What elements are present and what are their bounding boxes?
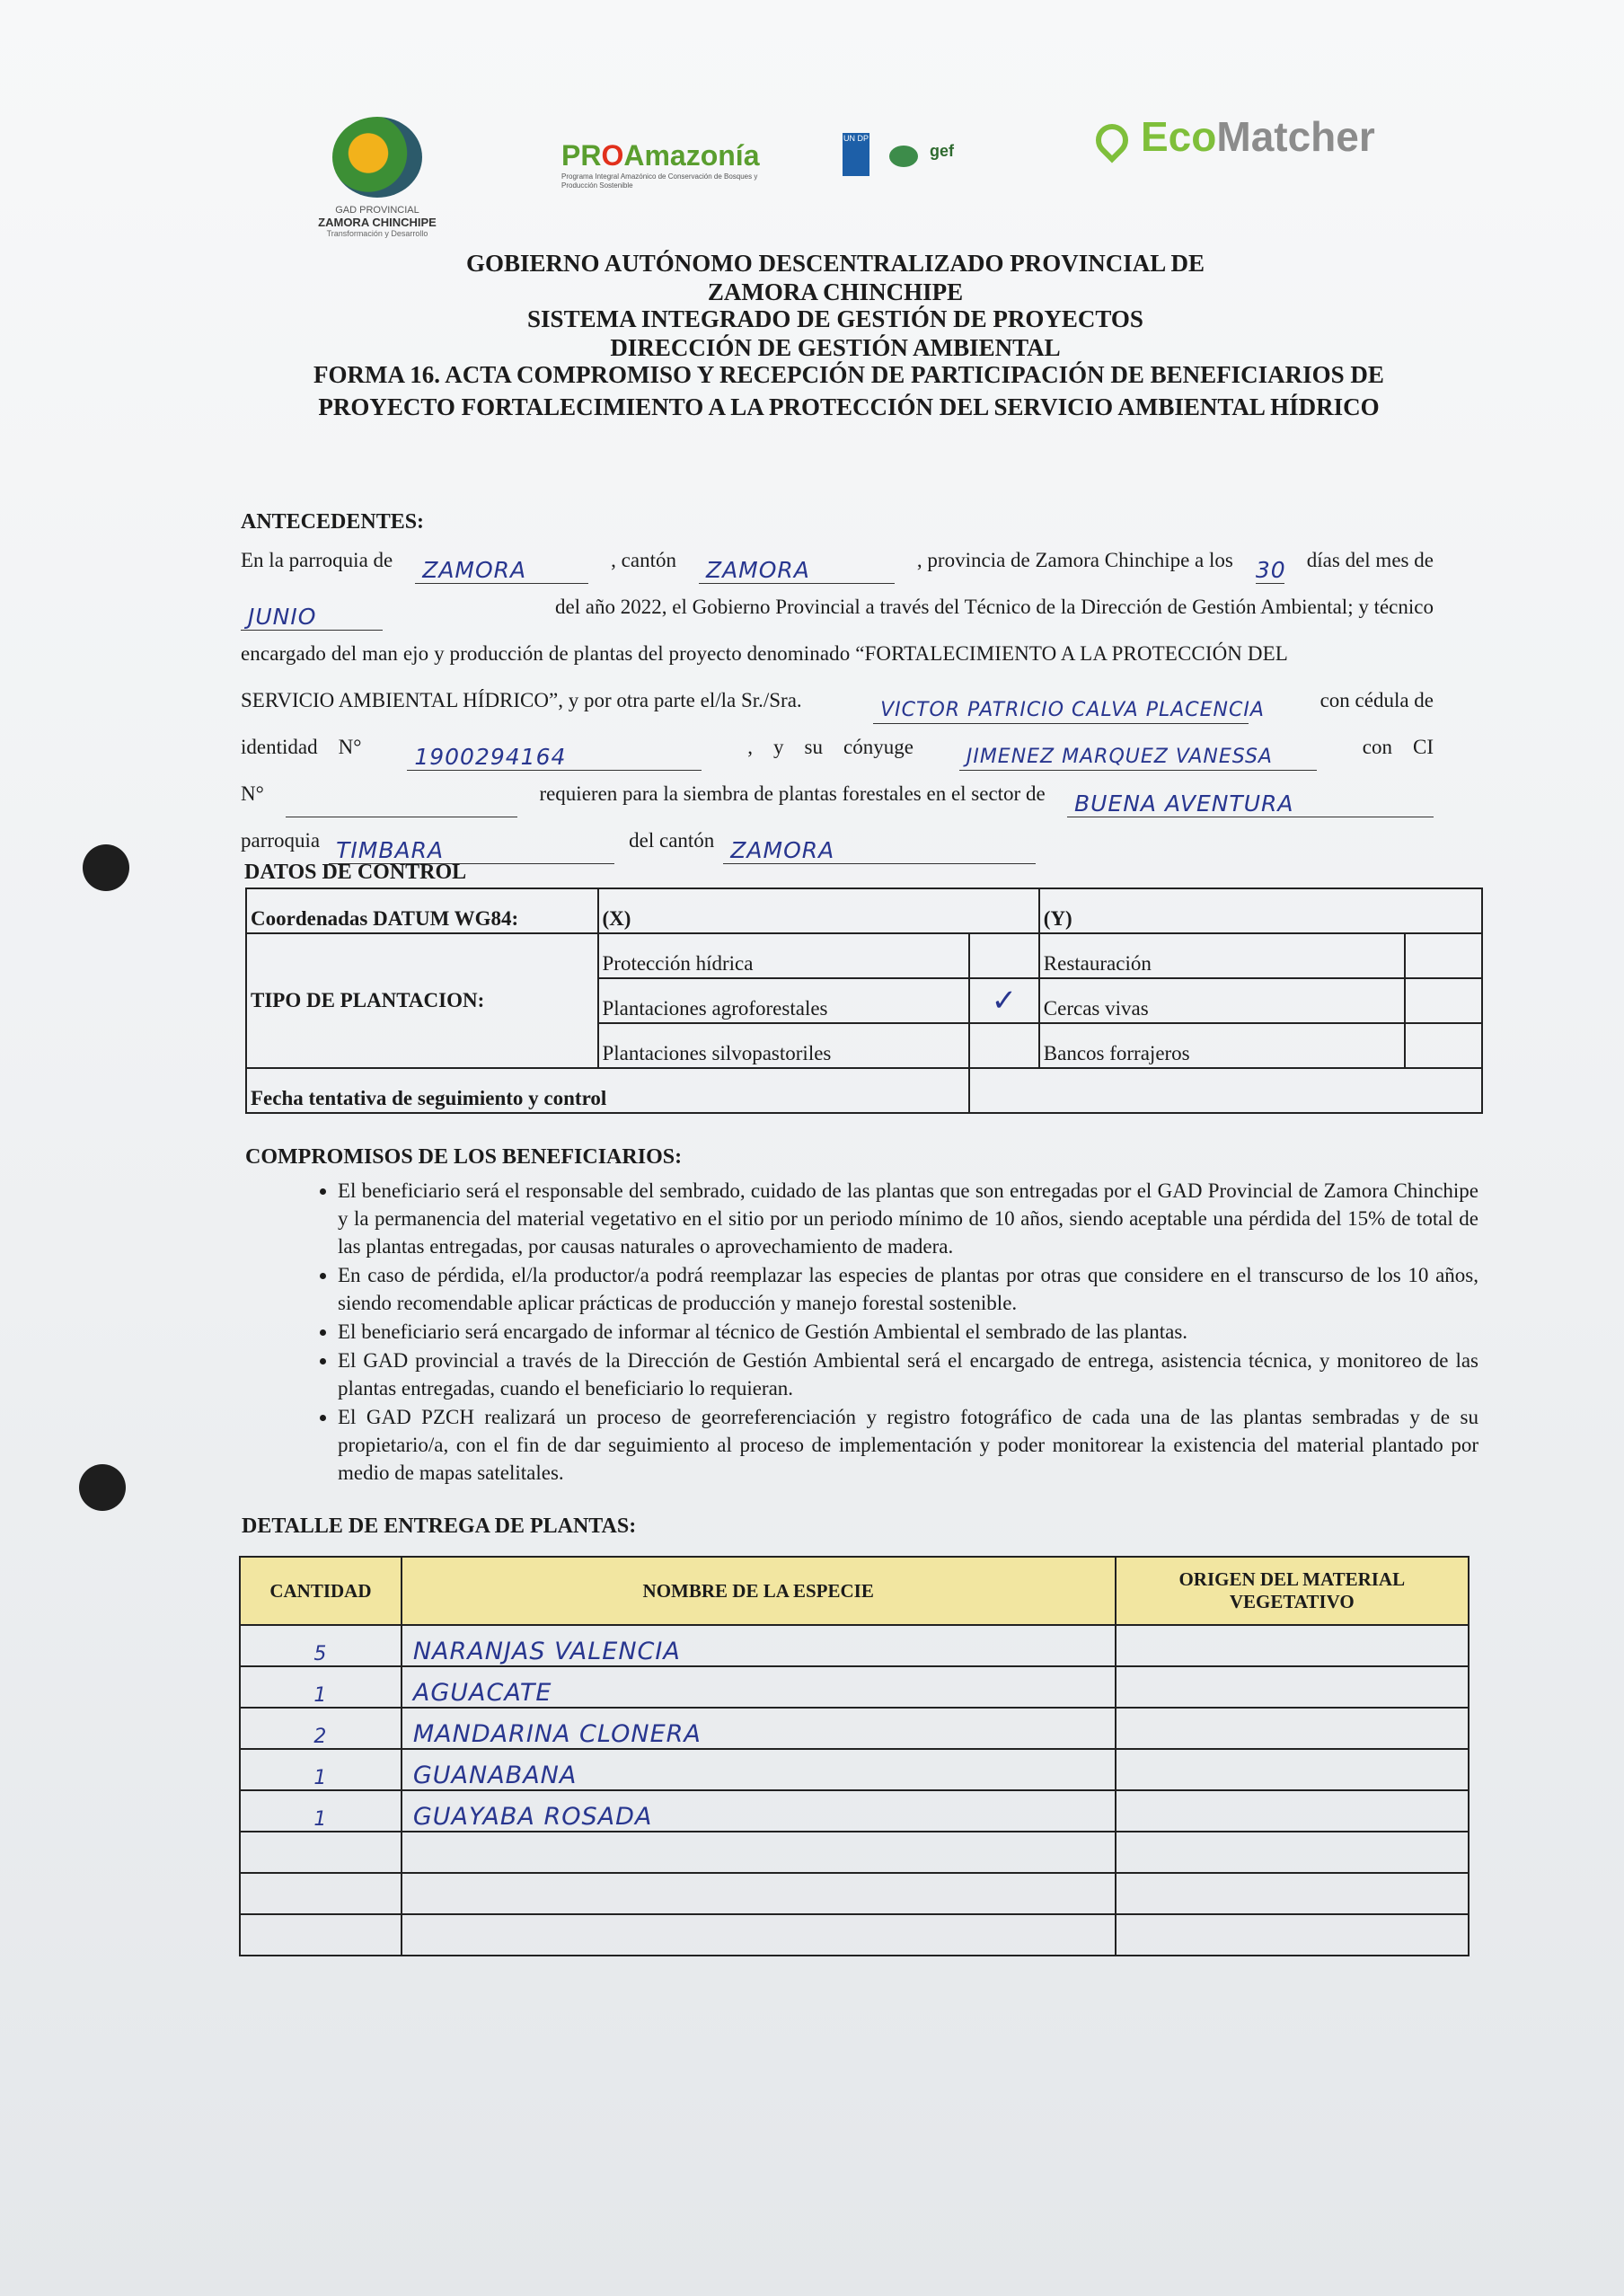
table-row: [240, 1832, 1469, 1873]
option-checkbox[interactable]: [1405, 1023, 1482, 1068]
entrega-table: [239, 1556, 1470, 1956]
label-dias: días del mes de: [1306, 549, 1434, 571]
location-pin-icon: [1090, 117, 1135, 163]
dias-field[interactable]: 30: [1255, 557, 1286, 583]
table-row: [240, 1749, 1469, 1790]
compromiso-item: • El GAD PZCH realizará un proceso de georreferenciación y registro fotográfico de cada una de las plantas sembradas y de su propietario/a, con el fin de dar seguimiento al proceso de implementación y poder monitorear la existencia del material plantado por medio de mapas satelitales.: [338, 1403, 1478, 1487]
label-canton: , cantón: [611, 549, 676, 571]
option-checkbox[interactable]: ✓: [969, 978, 1039, 1023]
header-logos: [305, 108, 1446, 243]
label-requieren: requieren para la siembra de plantas forestales en el sector de: [539, 782, 1046, 805]
label-parroquia2: parroquia: [241, 829, 321, 852]
proamazonia-name-a: PR: [561, 139, 602, 172]
option-label: Plantaciones agroforestales: [598, 978, 969, 1023]
coord-label: Coordenadas DATUM WG84:: [246, 888, 598, 933]
cantidad-cell[interactable]: 5: [240, 1625, 402, 1666]
coord-row: [246, 888, 1482, 933]
especie-cell[interactable]: MANDARINA CLONERA: [402, 1708, 1116, 1749]
origen-cell[interactable]: [1116, 1832, 1469, 1873]
option-checkbox[interactable]: [969, 933, 1039, 978]
option-label: Cercas vivas: [1039, 978, 1405, 1023]
label-anio: del año 2022, el Gobierno Provincial a través del Técnico de la Dirección de Gestión Ambiental; y técnico: [554, 596, 1434, 618]
compromiso-item: • El beneficiario será el responsable del sembrado, cuidado de las plantas que son entregadas por el GAD Provincial de Zamora Chinchipe y la permanencia del material vegetativo en el sitio por un periodo mínimo de 10 años, siendo aceptable una pérdida del 15% de total de las plantas entregadas, por causas naturales o aprovechamiento de madera.: [338, 1177, 1478, 1260]
especie-cell[interactable]: NARANJAS VALENCIA: [402, 1625, 1116, 1666]
option-label: Restauración: [1039, 933, 1405, 978]
conyuge-ci-field[interactable]: [286, 791, 517, 817]
title-line3: SISTEMA INTEGRADO DE GESTIÓN DE PROYECTOS: [527, 305, 1143, 332]
entrega-heading: DETALLE DE ENTREGA DE PLANTAS:: [242, 1514, 637, 1538]
antecedentes-heading: ANTECEDENTES:: [241, 510, 425, 534]
compromisos-list: [287, 1177, 1478, 1488]
ecomatcher-eco: Eco: [1141, 113, 1217, 160]
fecha-field[interactable]: [969, 1068, 1482, 1113]
gad-logo-line3: Transformación y Desarrollo: [326, 229, 428, 238]
option-label: Bancos forrajeros: [1039, 1023, 1405, 1068]
undp-logo: UN DP: [843, 133, 869, 176]
column-header: CANTIDAD: [240, 1557, 402, 1625]
cantidad-cell[interactable]: 1: [240, 1666, 402, 1708]
especie-cell[interactable]: GUAYABA ROSADA: [402, 1790, 1116, 1832]
origen-cell[interactable]: [1116, 1790, 1469, 1832]
option-checkbox[interactable]: [1405, 978, 1482, 1023]
compromiso-item: • En caso de pérdida, el/la productor/a podrá reemplazar las especies de plantas por otras que considere en el transcurso de los 10 años, siendo recomendable aplicar prácticas de producción y manejo forestal sostenible.: [338, 1261, 1478, 1317]
canton2-field[interactable]: ZAMORA: [723, 838, 1036, 864]
ecomatcher-logo: [1096, 112, 1375, 161]
origen-cell[interactable]: [1116, 1873, 1469, 1914]
origen-cell[interactable]: [1116, 1914, 1469, 1956]
title-line2: ZAMORA CHINCHIPE: [707, 278, 964, 305]
cantidad-cell[interactable]: [240, 1832, 402, 1873]
compromiso-item: • El beneficiario será encargado de informar al técnico de Gestión Ambiental el sembrado de las plantas.: [338, 1318, 1478, 1346]
table-row: [240, 1708, 1469, 1749]
conyuge-field[interactable]: JIMENEZ MARQUEZ VANESSA: [959, 745, 1317, 771]
column-header: NOMBRE DE LA ESPECIE: [402, 1557, 1116, 1625]
label-del-canton: del cantón: [629, 829, 715, 852]
especie-cell[interactable]: [402, 1914, 1116, 1956]
option-checkbox[interactable]: [969, 1023, 1039, 1068]
antecedentes-line: [241, 677, 1434, 724]
label-identidad: identidad N°: [241, 736, 362, 758]
title-line1: GOBIERNO AUTÓNOMO DESCENTRALIZADO PROVINCIAL DE: [465, 250, 1205, 277]
fecha-row: [246, 1068, 1482, 1113]
gad-logo-line1: GAD PROVINCIAL: [335, 205, 419, 216]
mes-field[interactable]: JUNIO: [241, 605, 383, 631]
fecha-label: Fecha tentativa de seguimiento y control: [246, 1068, 969, 1113]
gad-zamora-logo: [305, 117, 449, 238]
coord-y-field[interactable]: (Y): [1039, 888, 1482, 933]
punch-hole: [79, 1464, 126, 1511]
antecedentes-line: [241, 631, 1434, 677]
tipo-plantacion-label: TIPO DE PLANTACION:: [246, 933, 598, 1068]
green-climate-logo: [889, 146, 918, 167]
punch-hole: [83, 844, 129, 891]
label-provincia: , provincia de Zamora Chinchipe a los: [916, 549, 1233, 571]
option-checkbox[interactable]: [1405, 933, 1482, 978]
column-header: ORIGEN DEL MATERIAL VEGETATIVO: [1116, 1557, 1469, 1625]
antecedentes-line: [241, 537, 1434, 584]
gef-logo: gef: [930, 142, 954, 160]
beneficiario-nombre-field[interactable]: VICTOR PATRICIO CALVA PLACENCIA: [873, 698, 1249, 724]
origen-cell[interactable]: [1116, 1708, 1469, 1749]
label-encargado: encargado del man ejo y producción de plantas del proyecto denominado “FORTALECIMIENTO A LA PROTECCIÓN DEL: [241, 642, 1288, 665]
label-con-ci: con CI: [1362, 736, 1434, 758]
datos-control-heading: DATOS DE CONTROL: [244, 861, 467, 884]
especie-cell[interactable]: GUANABANA: [402, 1749, 1116, 1790]
gad-emblem-icon: [332, 117, 422, 198]
cedula-field[interactable]: 1900294164: [407, 745, 702, 771]
coord-x-field[interactable]: (X): [598, 888, 1039, 933]
gad-logo-line2: ZAMORA CHINCHIPE: [318, 216, 437, 229]
option-label: Protección hídrica: [598, 933, 969, 978]
proamazonia-name-b: O: [601, 139, 624, 172]
datos-control-table: [245, 887, 1483, 1114]
parroquia2-field[interactable]: TIMBARA: [329, 838, 614, 864]
antecedentes-line: [241, 771, 1434, 817]
label-parroquia: En la parroquia de: [241, 549, 393, 571]
origen-cell[interactable]: [1116, 1666, 1469, 1708]
proamazonia-name-c: Amazonía: [623, 139, 760, 172]
table-row: [240, 1914, 1469, 1956]
antecedentes-line: [241, 724, 1434, 771]
ecomatcher-matcher: Matcher: [1216, 113, 1375, 160]
tipo-row: [246, 933, 1482, 978]
table-row: [240, 1666, 1469, 1708]
antecedentes-line: [241, 584, 1434, 631]
title-line4: DIRECCIÓN DE GESTIÓN AMBIENTAL: [610, 334, 1061, 361]
especie-cell[interactable]: AGUACATE: [402, 1666, 1116, 1708]
label-servicio: SERVICIO AMBIENTAL HÍDRICO”, y por otra parte el/la Sr./Sra.: [241, 689, 802, 711]
entrega-header-row: [240, 1557, 1469, 1625]
table-row: [240, 1790, 1469, 1832]
form-title-line2: PROYECTO FORTALECIMIENTO A LA PROTECCIÓN DEL SERVICIO AMBIENTAL HÍDRICO: [318, 393, 1380, 420]
cantidad-cell[interactable]: [240, 1914, 402, 1956]
origen-cell[interactable]: [1116, 1749, 1469, 1790]
parroquia-field[interactable]: ZAMORA: [415, 558, 588, 584]
label-cedula: con cédula de: [1320, 689, 1434, 711]
table-row: [240, 1625, 1469, 1666]
compromiso-item: • El GAD provincial a través de la Dirección de Gestión Ambiental será el encargado de entrega, asistencia técnica, y monitoreo de las plantas entregadas, cuando el beneficiario lo requieran.: [338, 1347, 1478, 1402]
cantidad-cell[interactable]: [240, 1873, 402, 1914]
cantidad-cell[interactable]: 1: [240, 1790, 402, 1832]
cantidad-cell[interactable]: 2: [240, 1708, 402, 1749]
cantidad-cell[interactable]: 1: [240, 1749, 402, 1790]
canton-field[interactable]: ZAMORA: [699, 558, 895, 584]
especie-cell[interactable]: [402, 1873, 1116, 1914]
proamazonia-logo: [561, 139, 795, 190]
table-row: [240, 1873, 1469, 1914]
label-no: N°: [241, 782, 264, 805]
proamazonia-subtitle: Programa Integral Amazónico de Conservación de Bosques y Producción Sostenible: [561, 172, 758, 190]
option-label: Plantaciones silvopastoriles: [598, 1023, 969, 1068]
antecedentes-line: [241, 817, 1434, 864]
origen-cell[interactable]: [1116, 1625, 1469, 1666]
form-title-line1: FORMA 16. ACTA COMPROMISO Y RECEPCIÓN DE PARTICIPACIÓN DE BENEFICIARIOS DE: [313, 361, 1384, 388]
especie-cell[interactable]: [402, 1832, 1116, 1873]
sector-field[interactable]: BUENA AVENTURA: [1067, 791, 1434, 817]
compromisos-heading: COMPROMISOS DE LOS BENEFICIARIOS:: [245, 1145, 683, 1169]
antecedentes-paragraph: [241, 537, 1434, 864]
label-conyuge: , y su cónyuge: [747, 736, 914, 758]
